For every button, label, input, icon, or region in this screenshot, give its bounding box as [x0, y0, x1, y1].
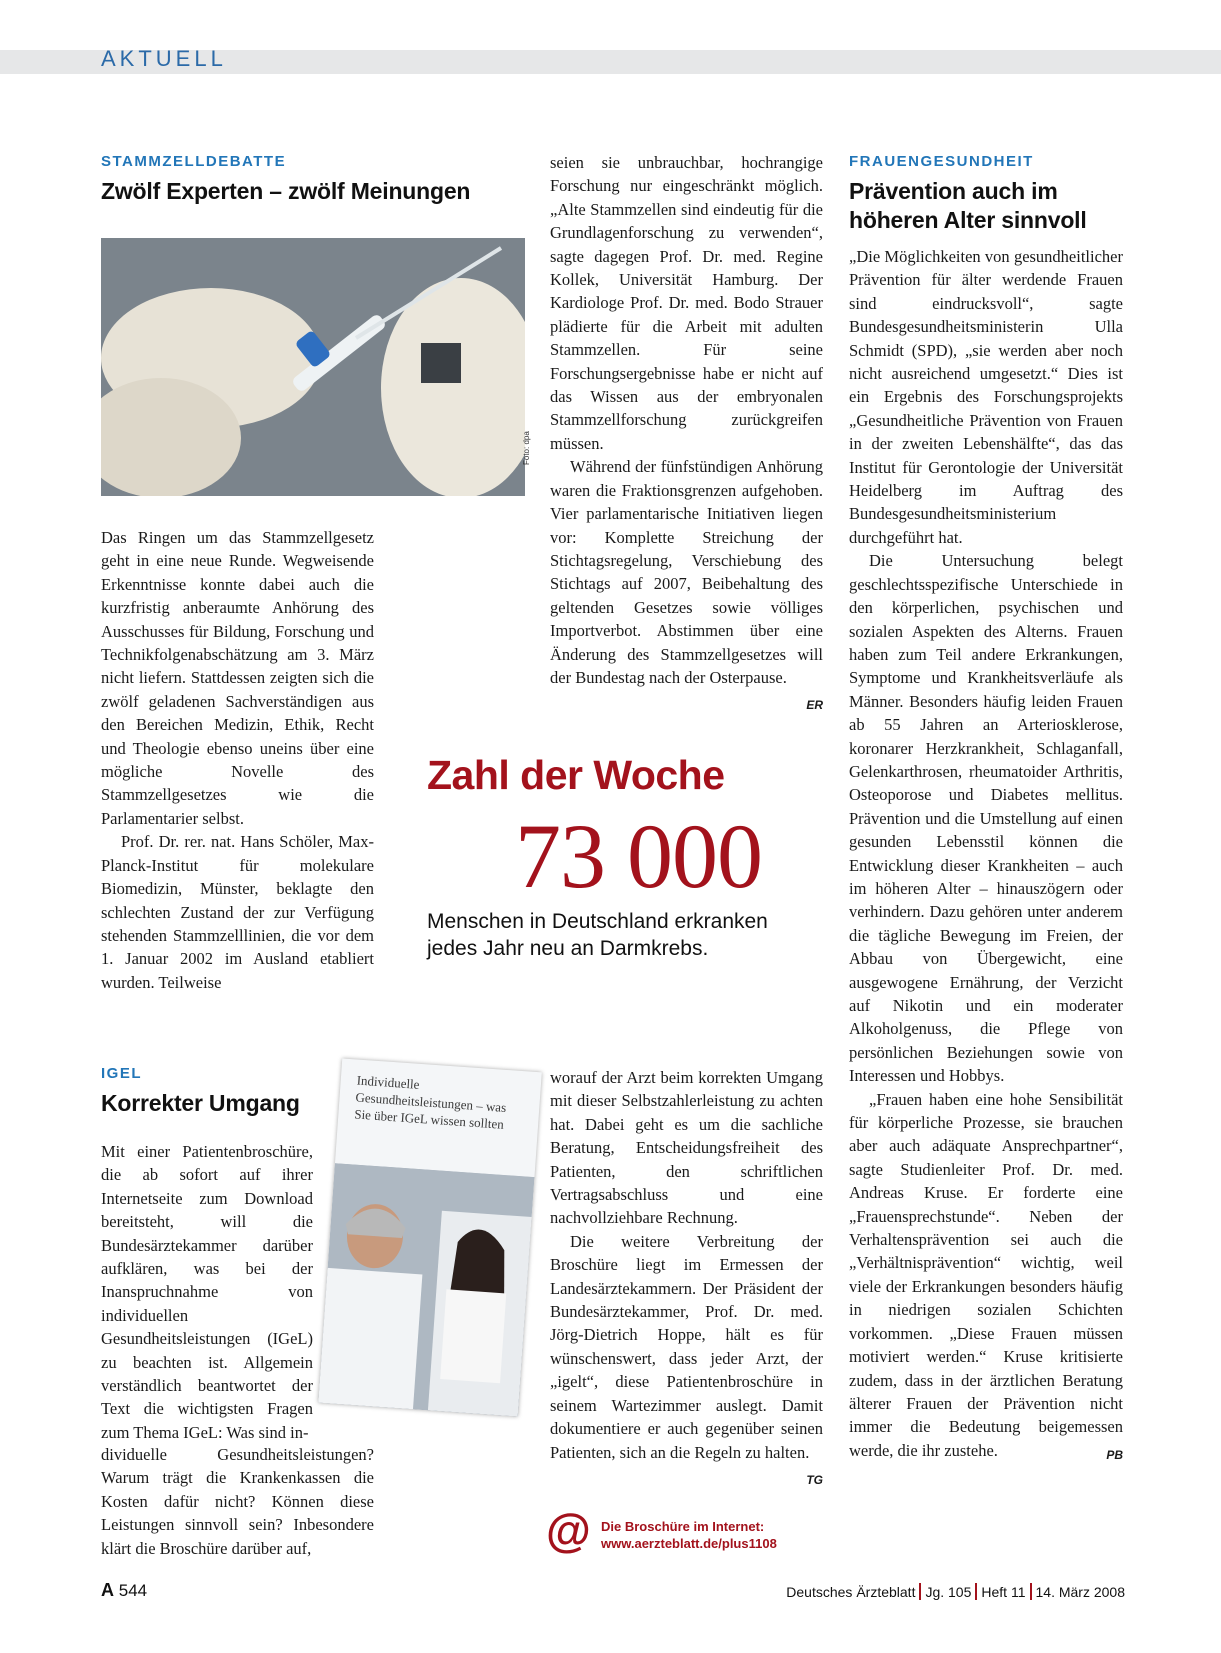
article1-headline: Zwölf Experten – zwölf Meinungen [101, 178, 471, 204]
article3-signature: PB [1106, 1447, 1123, 1462]
article3-paragraph-text: „Frauen haben eine hohe Sensibilität für körperliche Prozesse, sie brauchen aber auch adäquate Ansprechpartner“, sagte Studienleiter Prof. Dr. med. Andreas Kruse. Er forderte eine „Frauensprechstunde“. Neben der Verhaltensprävention sei auch die „Verhältnisprävention“ wichtig, weil viele der Erkrankungen besonders häufig in niedrigen sozialen Schichten vorkommen. „Diese Frauen müssen motiviert werden.“ Kruse kritisierte zudem, dass in der ärztlichen Beratung älterer Frauen der Prävention nicht immer die Bedeutung beigemessen werde, die ihr zustehe. [849, 1089, 1123, 1460]
article2-paragraph: Mit einer Patientenbroschüre, die ab sofort auf ihrer Internetseite zum Download bereitsteht, will die Bundesärztekammer darüber aufklären, was bei der Inanspruchnahme von individuellen Gesundheitsleistungen (IGeL) zu beachten ist. Allgemein verständlich beantwortet der Text die wichtigsten Fragen zum Thema IGeL: Was sind in- [101, 1142, 313, 1442]
article1-column-2 [550, 151, 823, 718]
journal-name: Deutsches Ärzteblatt [786, 1584, 916, 1600]
article2-column-2 [550, 1066, 823, 1492]
caption-line: jedes Jahr neu an Darmkrebs. [427, 937, 709, 960]
article2-column-1-narrow [101, 1140, 313, 1444]
lab-photo [101, 238, 525, 496]
zahl-der-woche-title: Zahl der Woche [427, 752, 725, 798]
web-link-box[interactable] [601, 1518, 777, 1552]
brochure-photo-illustration [318, 1163, 534, 1416]
article3-paragraph: Die Untersuchung belegt geschlechtsspezifische Unterschiede in den körperlichen, psychischen und sozialen Aspekten des Alterns. Frauen haben zum Teil andere Erkrankungen, Symptome und Krankheitsverläufe als Männer. Besonders häufig leiden Frauen ab 55 Jahren an Arteriosklerose, koronarer Herzkrankheit, Schlaganfall, Gelenkarthrosen, rheumatoider Arthritis, Osteoporose und Diabetes mellitus. Prävention und die Umstellung auf einen gesunden Lebensstil können die Entwicklung dieser Krankheiten – auch im höheren Alter – hinauszögern oder verhindern. Dazu gehören unter anderem die tägliche Bewegung im Freien, der Abbau von Übergewicht, eine ausgewogene Ernährung, der Verzicht auf Nikotin und ein moderater Alkoholgenuss, die Pflege von persönlichen Beziehungen sowie von Interessen und Hobbys. [849, 551, 1123, 1086]
footer-citation [786, 1583, 1125, 1600]
page-prefix: A [101, 1580, 114, 1600]
article1-paragraph-text: Während der fünfstündigen Anhörung waren die Fraktionsgrenzen aufgehoben. Vier parlamentarische Initiativen liegen vor: Komplette Streichung der Stichtagsregelung, Verschiebung des Stichtags auf 2007, Beibehaltung des geltenden Gesetzes sowie völliges Importverbot. Abstimmen über eine Änderung des Stammzellgesetzes will der Bundestag nach der Osterpause. [550, 457, 823, 687]
article1-paragraph: Prof. Dr. rer. nat. Hans Schöler, Max-Planck-Institut für molekulare Biomedizin, Münster, beklagte den schlechten Zustand der zur Verfügung stehenden Stammzelllinien, die vor dem 1. Januar 2002 im Ausland etabliert wurden. Teilweise [101, 832, 374, 992]
article1-signature: ER [806, 698, 823, 713]
article3-column [849, 245, 1123, 1467]
issue: Heft 11 [981, 1584, 1026, 1600]
zahl-der-woche-number: 73 000 [515, 805, 762, 907]
article3-paragraph [849, 1088, 1123, 1463]
divider [919, 1583, 921, 1600]
article1-paragraph [550, 455, 823, 713]
zahl-der-woche-caption [427, 908, 768, 962]
article2-paragraph: dividuelle Gesundheitsleistungen? Warum trägt die Krankenkassen die Kosten dafür nicht? Können diese Leistungen sinnvoll sein? Inbesondere klärt die Broschüre darüber auf, [101, 1445, 374, 1558]
article3-kicker: FRAUENGESUNDHEIT [849, 153, 1034, 170]
issue-date: 14. März 2008 [1035, 1584, 1125, 1600]
brochure-cover [318, 1058, 542, 1416]
web-link-url[interactable]: www.aerzteblatt.de/plus1108 [601, 1536, 777, 1551]
article3-headline [849, 177, 1087, 235]
at-icon: @ [546, 1504, 591, 1556]
headline-line: höheren Alter sinnvoll [849, 207, 1087, 233]
web-link-label: Die Broschüre im Internet: [601, 1519, 765, 1534]
article1-kicker: STAMMZELLDEBATTE [101, 153, 287, 170]
photo-credit: Foto: dpa [522, 431, 531, 465]
brochure-photo [318, 1163, 534, 1416]
headline-line: Prävention auch im [849, 178, 1058, 204]
article1-paragraph: seien sie unbrauchbar, hochrangige Forschung nur eingeschränkt möglich. „Alte Stammzellen sind eindeutig für die Grundlagenforschung zu verwenden“, sagte dagegen Prof. Dr. med. Regine Kollek, Universität Hamburg. Der Kardiologe Prof. Dr. med. Bodo Strauer plädierte für die Arbeit mit adulten Stammzellen. Für seine Forschungsergebnisse habe er nicht auf das Wissen aus der embryonalen Stammzellforschung zurückgreifen müssen. [550, 153, 823, 453]
article2-signature: TG [806, 1472, 823, 1487]
divider [975, 1583, 977, 1600]
article1-paragraph: Das Ringen um das Stammzellgesetz geht in eine neue Runde. Wegweisende Erkenntnisse konnte dabei auch die kurzfristig anberaumte Anhörung des Ausschusses für Bildung, Forschung und Technikfolgenabschätzung am 3. März nicht liefern. Stattdessen zeigten sich die zwölf geladenen Sachverständigen aus den Bereichen Medizin, Ethik, Recht und Theologie ebenso uneins über eine mögliche Novelle des Stammzellgesetzes wie die Parlamentarier selbst. [101, 528, 374, 828]
article3-paragraph: „Die Möglichkeiten von gesundheitlicher Prävention für älter werdende Frauen sind eindrucksvoll“, sagte Bundesgesundheitsministerin Ulla Schmidt (SPD), „sie werden aber noch nicht ausreichend umgesetzt.“ Dies ist ein Ergebnis des Forschungsprojekts „Gesundheitliche Prävention von Frauen in der zweiten Lebenshälfte“, das das Institut für Gerontologie der Universität Heidelberg im Auftrag des Bundesgesundheitsministerium durchgeführt hat. [849, 247, 1123, 547]
section-label: AKTUELL [101, 46, 227, 71]
article2-headline: Korrekter Umgang [101, 1090, 300, 1116]
page-number-value: 544 [118, 1581, 148, 1600]
page-number [101, 1580, 147, 1601]
divider [1030, 1583, 1032, 1600]
article2-paragraph-text: Die weitere Verbreitung der Broschüre liegt im Ermessen der Landesärztekammern. Der Präsident der Bundesärztekammer, Prof. Dr. med. Jörg-Dietrich Hoppe, hält es für wünschenswert, dass jeder Arzt, der „igelt“, diese Patientenbroschüre in seinem Wartezimmer auslegt. Damit dokumentiere er auch gegenüber seinen Patienten, sich an die Regeln zu halten. [550, 1231, 823, 1462]
article2-paragraph [550, 1230, 823, 1487]
brochure-title: Individuelle Gesundheitsleistungen – was Sie über IGeL wissen sollten [353, 1072, 507, 1132]
volume: Jg. 105 [925, 1584, 972, 1600]
article1-column-1 [101, 526, 374, 994]
article2-column-1-wide [101, 1443, 374, 1560]
article2-kicker: IGEL [101, 1065, 143, 1082]
lab-photo-illustration [101, 238, 525, 496]
caption-line: Menschen in Deutschland erkranken [427, 910, 768, 933]
article2-paragraph: worauf der Arzt beim korrekten Umgang mit dieser Selbstzahlerleistung zu achten hat. Dabei geht es um die sachliche Beratung, Entscheidungsfreiheit des Patienten, den schriftlichen Vertragsabschluss und eine nachvollziehbare Rechnung. [550, 1068, 823, 1228]
